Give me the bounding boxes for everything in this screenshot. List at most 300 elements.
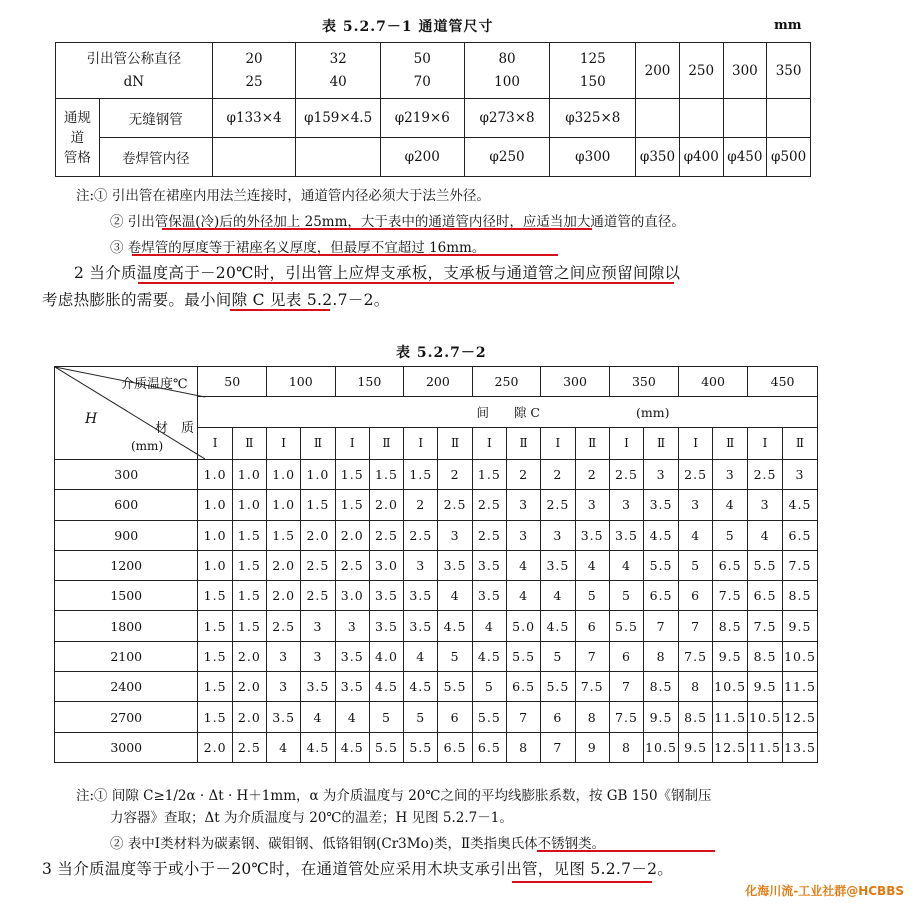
t1-group-label-line1: 通规 [63, 109, 91, 126]
t1-cell [767, 99, 811, 138]
t2-h-value: 2400 [55, 672, 198, 702]
t2-cell: 1.5 [198, 702, 232, 732]
t1-dn-top: 125 [579, 50, 606, 67]
t2-cell: 4.5 [335, 732, 369, 762]
t2-cell: 3 [609, 490, 643, 520]
t1-cell [723, 99, 767, 138]
t2-cell: 7.5 [575, 672, 609, 702]
t2-cell: 4.5 [541, 611, 575, 641]
t1-cell [679, 99, 723, 138]
t1-group-label [56, 99, 100, 177]
t1-row-header [56, 43, 213, 99]
t1-cell [212, 138, 296, 177]
t2-cell: 2.5 [748, 460, 783, 490]
t2-cell: 11.5 [713, 702, 748, 732]
t2-cell: 3.5 [644, 490, 679, 520]
t2-cell: 2 [438, 460, 472, 490]
t2-cell: 2.5 [267, 611, 301, 641]
t2-cell: 3 [782, 460, 817, 490]
t2-h-value: 900 [55, 520, 198, 550]
t2-cell: 1.5 [232, 611, 266, 641]
t2-cell: 4 [506, 550, 540, 580]
t2-cell: 8.5 [644, 672, 679, 702]
t2-class-cell: Ⅱ [575, 427, 609, 459]
t2-cell: 4 [748, 520, 783, 550]
t1-dn-bottom: 25 [245, 73, 263, 90]
t2-temp: 100 [267, 367, 336, 397]
t1-row2-label: 卷焊管内径 [99, 138, 212, 177]
t1-cell: φ250 [464, 138, 550, 177]
t2-cell: 5.5 [541, 672, 575, 702]
t1-cell: φ400 [679, 138, 723, 177]
t2-cell: 1.5 [198, 581, 232, 611]
t2-cell: 4 [506, 581, 540, 611]
table1 [55, 42, 811, 177]
t2-mm-label: (mm) [131, 439, 164, 453]
t1-dn-cell: 300 [723, 43, 767, 99]
t2-cell: 3 [404, 550, 438, 580]
t2-cell: 5.5 [748, 550, 783, 580]
t2-cell: 9 [575, 732, 609, 762]
t2-cell: 1.5 [232, 581, 266, 611]
t1-cell: φ219×6 [380, 99, 464, 138]
t2-cell: 8.5 [678, 702, 712, 732]
t2-cell: 2 [506, 460, 540, 490]
t1-cell [636, 99, 680, 138]
t2-cell: 3 [713, 460, 748, 490]
t2-cell: 4 [541, 581, 575, 611]
t2-cell: 3.5 [575, 520, 609, 550]
t2-cell: 3.5 [369, 611, 403, 641]
t2-class-cell: Ⅰ [541, 427, 575, 459]
t2-cell: 10.5 [644, 732, 679, 762]
t2-cell: 1.5 [472, 460, 506, 490]
t2-cell: 2.5 [232, 732, 266, 762]
t2-cell: 4.5 [782, 490, 817, 520]
t2-cell: 2.0 [369, 490, 403, 520]
t2-cell: 3 [301, 641, 335, 671]
t2-cell: 3 [748, 490, 783, 520]
t2-cell: 1.5 [404, 460, 438, 490]
t2-cell: 8 [644, 641, 679, 671]
t2-class-cell: Ⅰ [404, 427, 438, 459]
t2-cell: 12.5 [713, 732, 748, 762]
t2-cell: 9.5 [678, 732, 712, 762]
t2-cell: 7 [644, 611, 679, 641]
t2-cell: 6 [609, 641, 643, 671]
t2-cell: 4 [713, 490, 748, 520]
t2-cell: 1.5 [198, 641, 232, 671]
t2-cell: 2.0 [301, 520, 335, 550]
t2-temp: 200 [404, 367, 473, 397]
t2-cell: 2.5 [335, 550, 369, 580]
t2-cell: 3.0 [369, 550, 403, 580]
table-row [55, 581, 818, 611]
t2-cell: 3.5 [541, 550, 575, 580]
table-row [55, 460, 818, 490]
t2-h-value: 1200 [55, 550, 198, 580]
t2-cell: 2.5 [678, 460, 712, 490]
t2-cell: 5 [404, 702, 438, 732]
t2-cell: 1.5 [335, 490, 369, 520]
t2-cell: 5.5 [438, 672, 472, 702]
t1-cell: φ133×4 [212, 99, 296, 138]
t2-class-cell: Ⅰ [472, 427, 506, 459]
t2-cell: 5.0 [506, 611, 540, 641]
t2-cell: 4.5 [438, 611, 472, 641]
t2-cell: 3.5 [472, 550, 506, 580]
table-row [55, 672, 818, 702]
t1-dn-bottom: 150 [579, 73, 606, 90]
t2-class-cell: Ⅱ [369, 427, 403, 459]
t2-cell: 6.5 [438, 732, 472, 762]
t2-body [55, 460, 818, 763]
underline-para3 [512, 881, 652, 883]
t2-cell: 7 [609, 672, 643, 702]
t2-class-cell: Ⅱ [506, 427, 540, 459]
t2-cell: 5 [575, 581, 609, 611]
t2-cell: 2.5 [472, 490, 506, 520]
table-row [55, 550, 818, 580]
t2-cell: 5.5 [506, 641, 540, 671]
t2-cell: 5.5 [404, 732, 438, 762]
t1-dn-cell [212, 43, 296, 99]
table-row [55, 520, 818, 550]
t2-gap-unit: (mm) [635, 405, 670, 421]
t2-cell: 4 [438, 581, 472, 611]
t2-cell: 1.0 [232, 490, 266, 520]
t2-cell: 6.5 [644, 581, 679, 611]
t1-cell: φ159×4.5 [296, 99, 380, 138]
t2-cell: 3.0 [335, 581, 369, 611]
t2-cell: 6 [541, 702, 575, 732]
t2-cell: 3.5 [438, 550, 472, 580]
t2-gap-header [198, 397, 818, 427]
t2-cell: 3 [301, 611, 335, 641]
note1-1: 注:① 引出管在裙座内用法兰连接时，通道管内径必须大于法兰外径。 [76, 188, 490, 204]
t1-dn-cell [550, 43, 636, 99]
t2-cell: 8.5 [782, 581, 817, 611]
t2-cell: 2.0 [267, 550, 301, 580]
t2-cell: 2.0 [335, 520, 369, 550]
note2-1-cont: 力容器》查取；Δt 为介质温度与 20℃的温差；H 见图 5.2.7－1。 [110, 810, 513, 826]
t1-dn-top: 80 [498, 50, 516, 67]
t2-cell: 4.5 [644, 520, 679, 550]
t2-cell: 2.5 [404, 520, 438, 550]
t2-cell: 2 [404, 490, 438, 520]
underline-note1-3 [132, 254, 558, 256]
t2-cell: 7.5 [678, 641, 712, 671]
t2-cell: 5 [438, 641, 472, 671]
t1-dn-cell [296, 43, 380, 99]
t2-material-label: 材 质 [155, 421, 195, 436]
t2-cell: 4.5 [472, 641, 506, 671]
t2-cell: 1.5 [198, 672, 232, 702]
t2-cell: 2.0 [267, 581, 301, 611]
t2-cell: 9.5 [748, 672, 783, 702]
t1-cell: φ350 [636, 138, 680, 177]
t2-h-value: 1800 [55, 611, 198, 641]
t1-row1-label: 无缝钢管 [99, 99, 212, 138]
t2-class-cell: Ⅱ [232, 427, 266, 459]
t2-cell: 1.0 [267, 490, 301, 520]
t2-cell: 6.5 [748, 581, 783, 611]
t2-cell: 5.5 [644, 550, 679, 580]
t2-cell: 11.5 [782, 672, 817, 702]
note2-2: ② 表中Ⅰ类材料为碳素钢、碳钼钢、低铬钼钢(Cr3Mo)类，Ⅱ类指奥氏体不锈钢类。 [110, 836, 606, 852]
t1-dn-cell: 350 [767, 43, 811, 99]
t2-cell: 3 [678, 490, 712, 520]
note1-3: ③ 卷焊管的厚度等于裙座名义厚度，但最厚不宜超过 16mm。 [110, 240, 486, 256]
t2-h-value: 3000 [55, 732, 198, 762]
t2-cell: 6.5 [713, 550, 748, 580]
t2-cell: 1.5 [301, 490, 335, 520]
t2-cell: 4 [301, 702, 335, 732]
t2-cell: 3 [438, 520, 472, 550]
t2-cell: 3.5 [472, 581, 506, 611]
t2-cell: 1.0 [301, 460, 335, 490]
t2-cell: 3.5 [404, 611, 438, 641]
underline-note1-2 [162, 228, 592, 230]
t2-class-cell: Ⅰ [198, 427, 232, 459]
t2-cell: 3.5 [369, 581, 403, 611]
para3: 3 当介质温度等于或小于－20℃时，在通道管处应采用木块支承引出管，见图 5.2.7－2。 [42, 860, 674, 878]
t2-cell: 4 [267, 732, 301, 762]
t2-cell: 1.5 [232, 520, 266, 550]
t2-cell: 3 [506, 490, 540, 520]
t2-cell: 8.5 [748, 641, 783, 671]
t2-cell: 1.0 [198, 520, 232, 550]
t2-temp: 350 [609, 367, 678, 397]
t2-cell: 3.5 [335, 672, 369, 702]
t2-cell: 3 [644, 460, 679, 490]
t2-h-value: 1500 [55, 581, 198, 611]
table2 [54, 366, 818, 763]
t1-cell: φ325×8 [550, 99, 636, 138]
underline-note2-2 [537, 850, 715, 852]
underline-para2-1 [138, 282, 674, 284]
t2-cell: 4 [472, 611, 506, 641]
t2-cell: 6 [575, 611, 609, 641]
t2-h-value: 2100 [55, 641, 198, 671]
t1-dn-top: 32 [329, 50, 347, 67]
t2-h-label: H [85, 411, 98, 427]
t2-cell: 4 [678, 520, 712, 550]
t2-cell: 9.5 [782, 611, 817, 641]
t2-cell: 4.5 [404, 672, 438, 702]
table-row [55, 490, 818, 520]
t2-cell: 3 [541, 520, 575, 550]
t1-cell [296, 138, 380, 177]
t2-cell: 1.0 [267, 460, 301, 490]
t2-temp: 150 [335, 367, 404, 397]
t2-class-cell: Ⅱ [301, 427, 335, 459]
t2-cell: 4 [404, 641, 438, 671]
table-row [55, 611, 818, 641]
t2-cell: 7.5 [748, 611, 783, 641]
note1-2: ② 引出管保温(冷)后的外径加上 25mm，大于表中的通道管内径时，应适当加大通道管的直径。 [110, 214, 685, 230]
t1-dn-top: 50 [413, 50, 431, 67]
t2-class-cell: Ⅰ [678, 427, 712, 459]
t2-cell: 9.5 [644, 702, 679, 732]
t2-cell: 2.0 [198, 732, 232, 762]
t2-gap-label: 间 隙 C [476, 405, 540, 421]
t2-temp: 450 [748, 367, 818, 397]
t2-cell: 7.5 [782, 550, 817, 580]
t2-cell: 2 [575, 460, 609, 490]
t2-cell: 3 [267, 641, 301, 671]
table2-title: 表 5.2.7－2 [396, 345, 487, 361]
t2-cell: 7 [541, 732, 575, 762]
table-row [55, 702, 818, 732]
t1-cell: φ450 [723, 138, 767, 177]
t2-cell: 7 [506, 702, 540, 732]
t2-cell: 4.5 [369, 672, 403, 702]
t2-cell: 5 [472, 672, 506, 702]
t2-cell: 1.0 [198, 490, 232, 520]
para2-line1: 2 当介质温度高于－20℃时，引出管上应焊支承板，支承板与通道管之间应预留间隙以 [74, 264, 681, 282]
t2-cell: 2.0 [232, 641, 266, 671]
t1-dn-bottom: 40 [329, 73, 347, 90]
t2-cell: 1.5 [335, 460, 369, 490]
t2-cell: 1.5 [232, 550, 266, 580]
t2-temp: 400 [678, 367, 747, 397]
t2-cell: 8 [678, 672, 712, 702]
t1-dn-bottom: 70 [413, 73, 431, 90]
t2-cell: 5 [369, 702, 403, 732]
t2-cell: 8 [506, 732, 540, 762]
t2-cell: 1.0 [198, 550, 232, 580]
table-row [55, 732, 818, 762]
t2-temp: 50 [198, 367, 267, 397]
t2-cell: 2.0 [232, 702, 266, 732]
t2-cell: 1.0 [232, 460, 266, 490]
t2-cell: 5.5 [369, 732, 403, 762]
t2-temp: 250 [472, 367, 541, 397]
t1-cell: φ273×8 [464, 99, 550, 138]
underline-para2-2 [230, 309, 330, 311]
t2-cell: 6.5 [506, 672, 540, 702]
para2-line2: 考虑热膨胀的需要。最小间隙 C 见表 5.2.7－2。 [42, 291, 390, 309]
t2-cell: 10.5 [748, 702, 783, 732]
t2-cell: 7.5 [713, 581, 748, 611]
t2-cell: 5 [609, 581, 643, 611]
t2-cell: 10.5 [713, 672, 748, 702]
t2-cell: 2.5 [438, 490, 472, 520]
t2-cell: 4 [575, 550, 609, 580]
t2-cell: 1.5 [198, 611, 232, 641]
t2-cell: 2.5 [369, 520, 403, 550]
t1-row-header-line2: dN [123, 73, 145, 90]
t1-dn-cell: 200 [636, 43, 680, 99]
t2-cell: 3.5 [404, 581, 438, 611]
t2-cell: 2.5 [541, 490, 575, 520]
t2-h-value: 300 [55, 460, 198, 490]
t2-cell: 9.5 [713, 641, 748, 671]
t2-cell: 1.0 [198, 460, 232, 490]
t2-cell: 3.5 [267, 702, 301, 732]
t2-cell: 2.5 [301, 550, 335, 580]
t2-cell: 2.5 [609, 460, 643, 490]
watermark: 化海川流-工业社群@HCBBS [745, 884, 904, 898]
t2-cell: 4.0 [369, 641, 403, 671]
t2-temp-label: 介质温度℃ [121, 377, 188, 392]
t1-group-label-line2: 道 [70, 129, 85, 146]
table1-title: 表 5.2.7－1 通道管尺寸 [322, 19, 494, 35]
t2-cell: 8 [575, 702, 609, 732]
t2-cell: 1.5 [267, 520, 301, 550]
t2-cell: 6.5 [472, 732, 506, 762]
t2-cell: 1.5 [369, 460, 403, 490]
t2-cell: 10.5 [782, 641, 817, 671]
t2-cell: 3 [335, 611, 369, 641]
t2-class-cell: Ⅰ [609, 427, 643, 459]
t2-corner-header [55, 367, 198, 460]
t1-group-label-line3: 管格 [63, 149, 91, 166]
t2-class-cell: Ⅰ [748, 427, 783, 459]
t2-class-cell: Ⅱ [782, 427, 817, 459]
t1-dn-cell: 250 [679, 43, 723, 99]
t2-cell: 8.5 [713, 611, 748, 641]
t2-h-value: 2700 [55, 702, 198, 732]
t2-cell: 2.5 [472, 520, 506, 550]
t2-cell: 12.5 [782, 702, 817, 732]
t2-cell: 13.5 [782, 732, 817, 762]
t2-cell: 3 [267, 672, 301, 702]
t2-cell: 5.5 [472, 702, 506, 732]
t2-cell: 5.5 [609, 611, 643, 641]
t2-cell: 2.5 [301, 581, 335, 611]
t2-cell: 11.5 [748, 732, 783, 762]
t1-dn-bottom: 100 [494, 73, 520, 90]
t2-temp: 300 [541, 367, 610, 397]
t2-class-cell: Ⅰ [267, 427, 301, 459]
t1-dn-cell [380, 43, 464, 99]
t2-class-cell: Ⅱ [713, 427, 748, 459]
t1-cell: φ300 [550, 138, 636, 177]
table1-unit: mm [774, 18, 802, 33]
t2-cell: 7.5 [609, 702, 643, 732]
t2-cell: 4.5 [301, 732, 335, 762]
t2-cell: 6 [678, 581, 712, 611]
t2-cell: 5 [541, 641, 575, 671]
table-row [55, 641, 818, 671]
t2-cell: 6 [438, 702, 472, 732]
t2-cell: 7 [678, 611, 712, 641]
t2-cell: 3.5 [335, 641, 369, 671]
t2-class-cell: Ⅱ [644, 427, 679, 459]
note2-1: 注:① 间隙 C≥1/2α · Δt · H＋1mm，α 为介质温度与 20℃之间的平均线膨胀系数，按 GB 150《钢制压 [76, 788, 712, 804]
t2-cell: 2 [541, 460, 575, 490]
t1-cell: φ200 [380, 138, 464, 177]
t2-cell: 8 [609, 732, 643, 762]
t2-class-cell: Ⅰ [335, 427, 369, 459]
t2-cell: 4 [335, 702, 369, 732]
t1-row-header-line1: 引出管公称直径 [86, 50, 182, 67]
t2-h-value: 600 [55, 490, 198, 520]
t2-cell: 2.0 [232, 672, 266, 702]
t1-dn-top: 20 [245, 50, 263, 67]
t2-cell: 3.5 [301, 672, 335, 702]
t2-cell: 3 [575, 490, 609, 520]
t1-dn-cell [464, 43, 550, 99]
t2-cell: 5 [713, 520, 748, 550]
t1-cell: φ500 [767, 138, 811, 177]
t2-cell: 3 [506, 520, 540, 550]
t2-class-cell: Ⅱ [438, 427, 472, 459]
t2-cell: 5 [678, 550, 712, 580]
t2-cell: 7 [575, 641, 609, 671]
